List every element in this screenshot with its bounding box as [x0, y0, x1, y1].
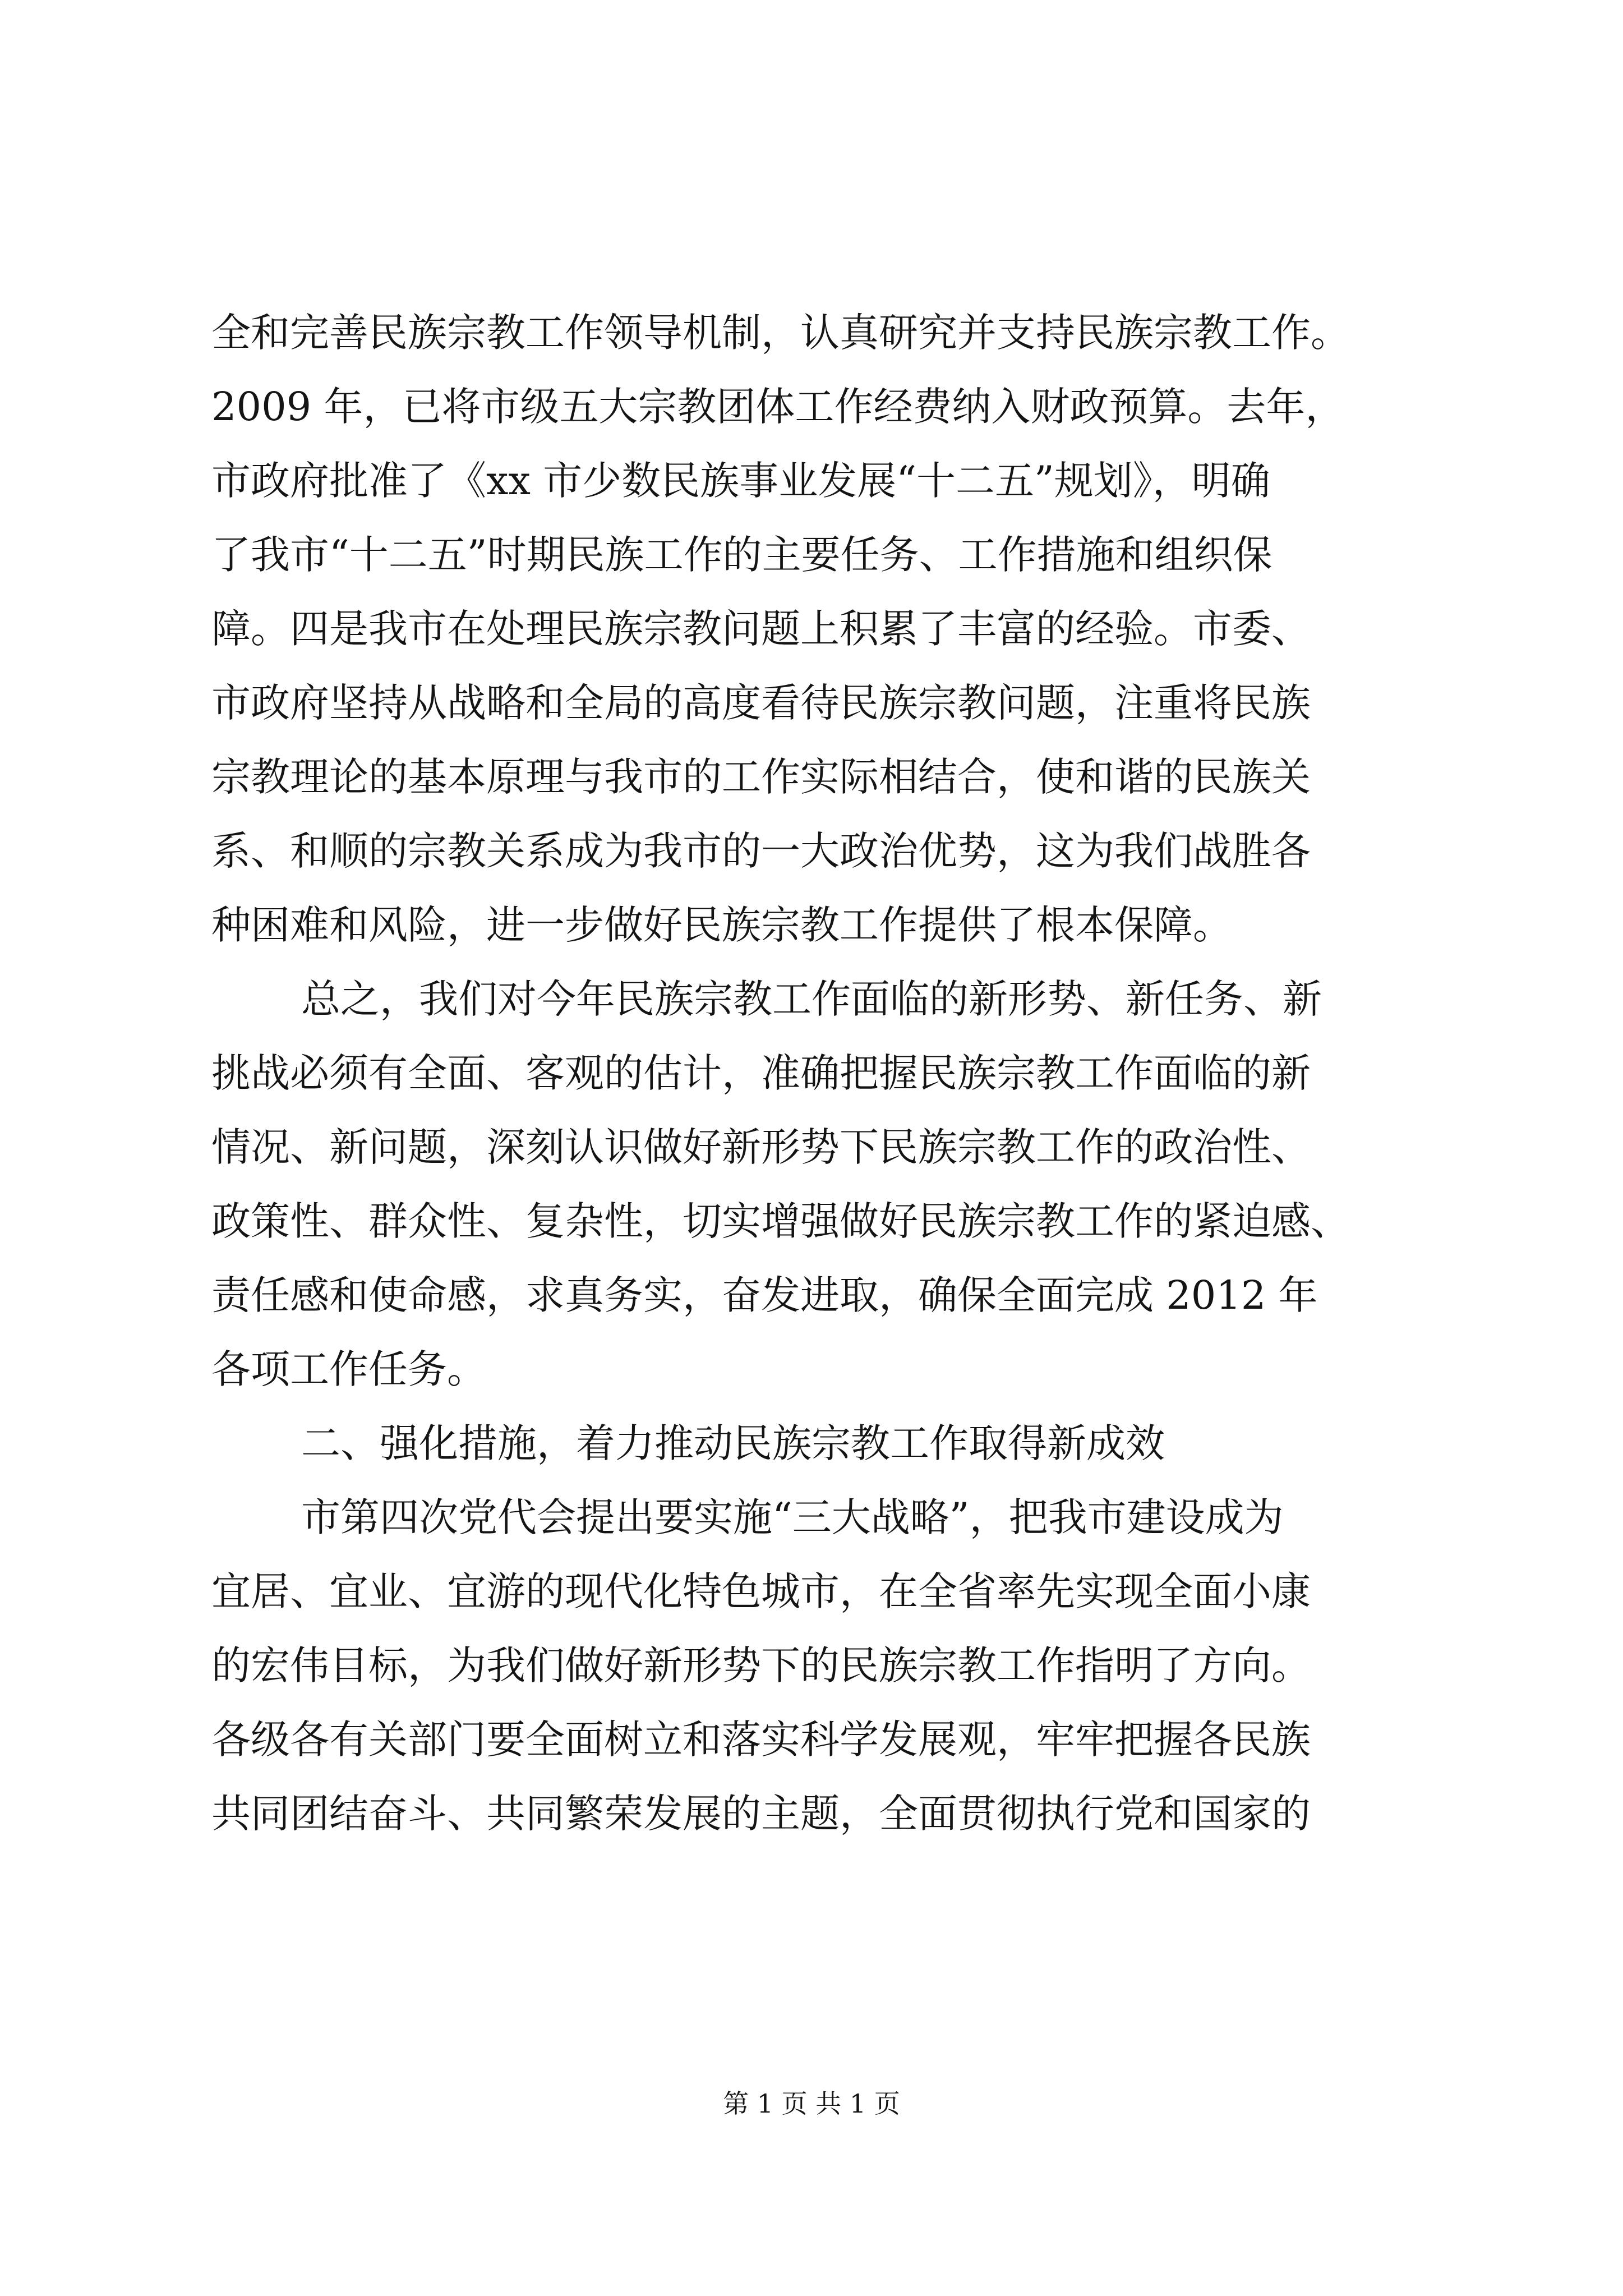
body-line-20: 各级各有关部门要全面树立和落实科学发展观，牢牢把握各民族 [211, 1717, 1311, 1763]
body-line-13: 政策性、群众性、复杂性，切实增强做好民族宗教工作的紧迫感、 [211, 1198, 1350, 1244]
body-line-21: 共同团结奋斗、共同繁荣发展的主题，全面贯彻执行党和国家的 [211, 1791, 1311, 1837]
body-line-6: 市政府坚持从战略和全局的高度看待民族宗教问题，注重将民族 [211, 680, 1311, 726]
body-line-7: 宗教理论的基本原理与我市的工作实际相结合，使和谐的民族关 [211, 754, 1311, 800]
body-line-1: 全和完善民族宗教工作领导机制，认真研究并支持民族宗教工作。 [211, 310, 1350, 356]
body-line-3: 市政府批准了《xx 市少数民族事业发展“十二五”规划》，明确 [211, 458, 1270, 504]
body-line-10: 总之，我们对今年民族宗教工作面临的新形势、新任务、新 [301, 976, 1322, 1022]
body-line-5: 障。四是我市在处理民族宗教问题上积累了丰富的经验。市委、 [211, 606, 1311, 652]
page-footer: 第 1 页 共 1 页 [723, 2088, 900, 2119]
body-line-11: 挑战必须有全面、客观的估计，准确把握民族宗教工作面临的新 [211, 1050, 1311, 1096]
section-heading: 二、强化措施，着力推动民族宗教工作取得新成效 [301, 1420, 1165, 1466]
body-line-4: 了我市“十二五”时期民族工作的主要任务、工作措施和组织保 [211, 532, 1272, 578]
body-line-9: 种困难和风险，进一步做好民族宗教工作提供了根本保障。 [211, 902, 1232, 948]
body-line-17: 市第四次党代会提出要实施“三大战略”，把我市建设成为 [301, 1494, 1284, 1540]
body-line-8: 系、和顺的宗教关系成为我市的一大政治优势，这为我们战胜各 [211, 828, 1311, 874]
body-line-19: 的宏伟目标，为我们做好新形势下的民族宗教工作指明了方向。 [211, 1642, 1311, 1688]
body-line-2: 2009 年，已将市级五大宗教团体工作经费纳入财政预算。去年， [211, 384, 1345, 430]
body-line-15: 各项工作任务。 [211, 1346, 486, 1392]
body-line-14: 责任感和使命感，求真务实，奋发进取，确保全面完成 2012 年 [211, 1272, 1318, 1318]
body-line-18: 宜居、宜业、宜游的现代化特色城市，在全省率先实现全面小康 [211, 1568, 1311, 1614]
body-line-12: 情况、新问题，深刻认识做好新形势下民族宗教工作的政治性、 [211, 1124, 1311, 1170]
